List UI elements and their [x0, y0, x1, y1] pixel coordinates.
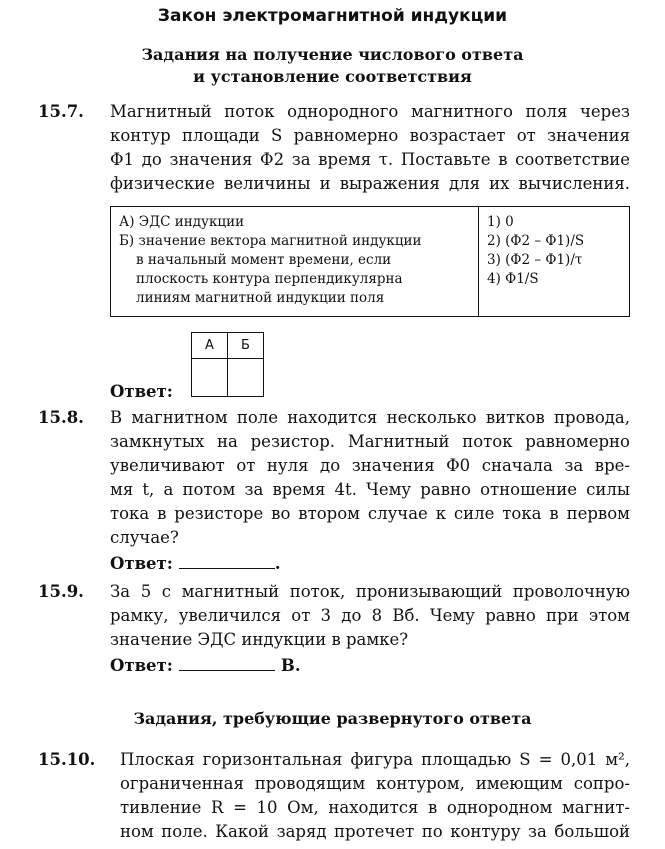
text-line: рамку, увеличился от 3 до 8 Вб. Чему равно при этом [110, 606, 630, 625]
expression-item: 1) 0 [487, 214, 514, 230]
quantity-item: линиям магнитной индукции поля [136, 290, 385, 306]
text-line: значение ЭДС индукции в рамке? [110, 630, 409, 649]
answer-label: Ответ: [110, 382, 173, 401]
answer-label: Ответ: [110, 656, 173, 675]
problem-text [110, 100, 630, 196]
text-line: физические величины и выражения для их вычисления. [110, 174, 630, 193]
quantity-item: Б) значение вектора магнитной индукции [119, 233, 422, 249]
problem-text [110, 580, 630, 652]
problem-number: 15.8. [38, 408, 84, 427]
section-heading-line: и установление соответствия [193, 67, 472, 86]
section-heading-numeric [0, 44, 665, 88]
problem-text [110, 406, 630, 550]
table-divider [478, 207, 479, 316]
grid-header-b: Б [228, 333, 264, 359]
text-line: ограниченная проводящим контуром, имеющим сопро- [120, 774, 630, 793]
answer-row [110, 654, 301, 678]
answer-blank[interactable] [179, 656, 275, 671]
text-line: контур площади S равномерно возрастает от значения [110, 126, 630, 145]
expressions-column [487, 213, 627, 289]
text-line: случае? [110, 528, 179, 547]
chapter-title: Закон электромагнитной индукции [157, 6, 508, 26]
quantities-column [119, 213, 474, 308]
problem-number: 15.7. [38, 102, 84, 121]
answer-suffix: . [274, 554, 281, 573]
text-line: тока в резисторе во втором случае к силе тока в первом [110, 504, 630, 523]
expression-item: 2) (Φ2 – Φ1)/S [487, 233, 585, 249]
text-line: Плоская горизонтальная фигура площадью S = 0,01 м², [120, 750, 630, 769]
problem-number: 15.9. [38, 582, 84, 601]
text-line: В магнитном поле находится несколько витков провода, [110, 408, 630, 427]
text-line: ном поле. Какой заряд протечет по контуру за большой [120, 822, 630, 841]
quantity-item: А) ЭДС индукции [119, 214, 245, 230]
grid-cell-b[interactable] [228, 359, 264, 397]
quantity-item: в начальный момент времени, если [136, 252, 392, 268]
text-line: За 5 с магнитный поток, пронизывающий проволочную [110, 582, 630, 601]
section-heading-extended: Задания, требующие развернутого ответа [133, 709, 532, 728]
answer-unit: В. [280, 656, 301, 675]
text-line: увеличивают от нуля до значения Φ0 сначала за вре- [110, 456, 630, 475]
text-line: Магнитный поток однородного магнитного поля через [110, 102, 630, 121]
expression-item: 4) Φ1/S [487, 271, 539, 287]
text-line: Φ1 до значения Φ2 за время τ. Поставьте в соответствие [110, 150, 630, 169]
section-heading-line: Задания на получение числового ответа [141, 45, 524, 64]
answer-grid [191, 332, 264, 397]
text-line: замкнутых на резистор. Магнитный поток равномерно [110, 432, 630, 451]
answer-blank[interactable] [179, 554, 275, 569]
matching-table [110, 206, 630, 317]
grid-header-a: А [192, 333, 228, 359]
problem-number: 15.10. [38, 750, 96, 769]
quantity-item: плоскость контура перпендикулярна [136, 271, 403, 287]
answer-label: Ответ: [110, 554, 173, 573]
text-line: тивление R = 10 Ом, находится в однородном магнит- [120, 798, 630, 817]
answer-row [110, 552, 281, 576]
problem-text [120, 748, 630, 844]
grid-cell-a[interactable] [192, 359, 228, 397]
expression-item: 3) (Φ2 – Φ1)/τ [487, 252, 583, 268]
text-line: мя t, а потом за время 4t. Чему равно отношение силы [110, 480, 630, 499]
